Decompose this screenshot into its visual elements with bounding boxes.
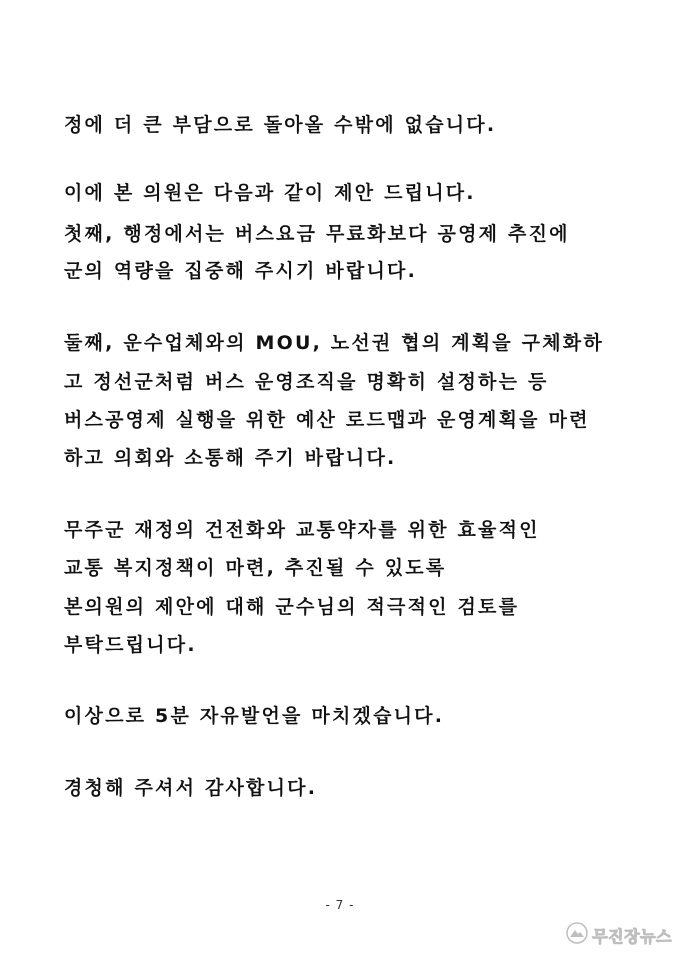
paragraph-line: 경청해 주셔서 감사합니다. <box>64 777 318 799</box>
watermark-text: 무진장뉴스 <box>592 926 672 946</box>
paragraph-line: 부탁드립니다. <box>64 634 197 656</box>
paragraph-line: 고 정선군처럼 버스 운영조직을 명확히 설정하는 등 <box>64 371 549 393</box>
paragraph-line: 본의원의 제안에 대해 군수님의 적극적인 검토를 <box>64 596 520 618</box>
paragraph-line: 교통 복지정책이 마련, 추진될 수 있도록 <box>64 557 447 579</box>
paragraph-line: 이상으로 5분 자유발언을 마치겠습니다. <box>64 705 445 727</box>
watermark <box>566 922 672 948</box>
paragraph-line: 버스공영제 실행을 위한 예산 로드맵과 운영계획을 마련 <box>64 409 590 431</box>
paragraph-line: 정에 더 큰 부담으로 돌아올 수밖에 없습니다. <box>64 114 497 136</box>
page-number: - 7 - <box>325 898 355 912</box>
paragraph-line: 하고 의회와 소통해 주기 바랍니다. <box>64 447 397 469</box>
paragraph-line: 첫째, 행정에서는 버스요금 무료화보다 공영제 추진에 <box>64 223 570 245</box>
mountain-logo-icon <box>566 922 588 948</box>
paragraph-line: 둘째, 운수업체와의 MOU, 노선권 협의 계획을 구체화하 <box>64 332 604 354</box>
paragraph-line: 군의 역량을 집중해 주시기 바랍니다. <box>64 260 417 282</box>
paragraph-line: 무주군 재정의 건전화와 교통약자를 위한 효율적인 <box>64 519 540 541</box>
paragraph-line: 이에 본 의원은 다음과 같이 제안 드립니다. <box>64 182 476 204</box>
